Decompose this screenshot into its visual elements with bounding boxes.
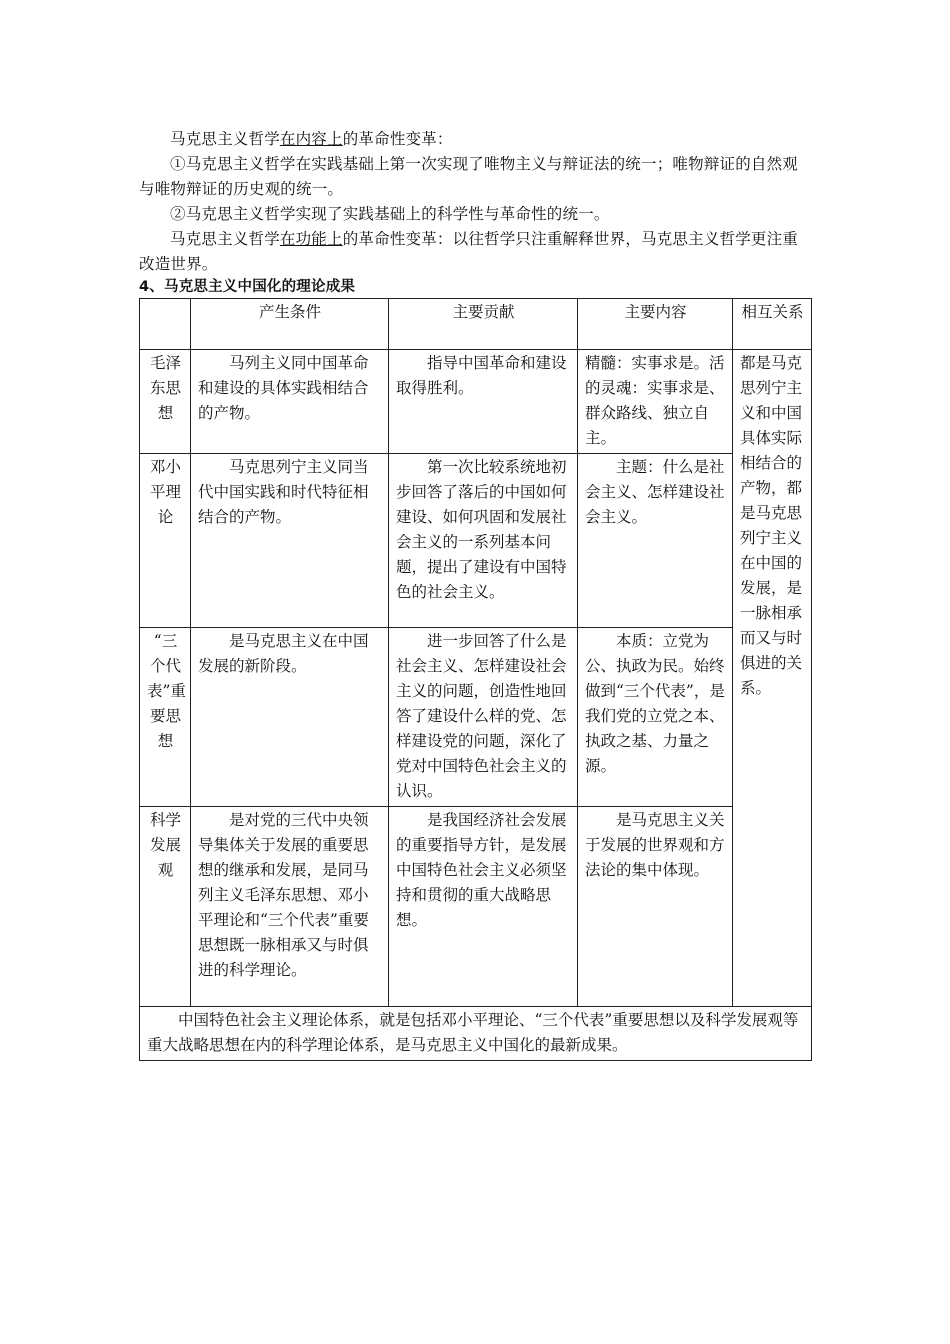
row-name-three-represents: “三个代表”重要思想 xyxy=(140,628,191,807)
intro-point-1: ①马克思主义哲学在实践基础上第一次实现了唯物主义与辩证法的统一；唯物辩证的自然观与唯物辩证的历史观的统一。 xyxy=(139,155,799,198)
header-blank-cell xyxy=(140,299,191,350)
cell-content: 精髓：实事求是。活的灵魂：实事求是、群众路线、独立自主。 xyxy=(578,350,733,454)
cell-condition: 马克思列宁主义同当代中国实践和时代特征相结合的产物。 xyxy=(191,454,389,628)
intro-function-underlined: 在功能上 xyxy=(279,230,343,248)
intro-point-2: ②马克思主义哲学实现了实践基础上的科学性与革命性的统一。 xyxy=(170,205,610,223)
theory-table xyxy=(139,298,812,1061)
footer-summary: 中国特色社会主义理论体系，就是包括邓小平理论、“三个代表”重要思想以及科学发展观等重大战略思想在内的科学理论体系，是马克思主义中国化的最新成果。 xyxy=(140,1007,812,1061)
table-row xyxy=(140,628,812,807)
table-row xyxy=(140,350,812,454)
table-header-row xyxy=(140,299,812,350)
intro-content-heading xyxy=(139,127,811,152)
cell-condition: 是对党的三代中央领导集体关于发展的重要思想的继承和发展，是同马列主义毛泽东思想、邓小平理论和“三个代表”重要思想既一脉相承又与时俱进的科学理论。 xyxy=(191,807,389,1007)
row-name-deng: 邓小平理论 xyxy=(140,454,191,628)
cell-content: 是马克思主义关于发展的世界观和方法论的集中体现。 xyxy=(578,807,733,1007)
cell-contribution: 是我国经济社会发展的重要指导方针，是发展中国特色社会主义必须坚持和贯彻的重大战略思想。 xyxy=(389,807,578,1007)
header-condition: 产生条件 xyxy=(191,299,389,350)
cell-contribution: 进一步回答了什么是社会主义、怎样建设社会主义的问题，创造性地回答了建设什么样的党、怎样建设党的问题，深化了党对中国特色社会主义的认识。 xyxy=(389,628,578,807)
cell-contribution: 第一次比较系统地初步回答了落后的中国如何建设、如何巩固和发展社会主义的一系列基本问题，提出了建设有中国特色的社会主义。 xyxy=(389,454,578,628)
intro-function-suffix: 的革命性变革：以往哲学只注重解释世界，马克思主义哲学更注重改造世界。 xyxy=(139,230,799,273)
cell-condition: 马列主义同中国革命和建设的具体实践相结合的产物。 xyxy=(191,350,389,454)
intro-content-heading-text: 马克思主义哲学 xyxy=(170,130,280,148)
row-name-scientific-outlook: 科学发展观 xyxy=(140,807,191,1007)
header-contribution: 主要贡献 xyxy=(389,299,578,350)
intro-function-text: 马克思主义哲学 xyxy=(170,230,280,248)
table-row xyxy=(140,454,812,628)
section-title: 4、马克思主义中国化的理论成果 xyxy=(139,279,356,295)
relation-cell: 都是马克思列宁主义和中国具体实际相结合的产物，都是马克思列宁主义在中国的发展，是一脉相承而又与时俱进的关系。 xyxy=(733,350,812,1007)
intro-content-underlined: 在内容上 xyxy=(279,130,343,148)
row-name-mao: 毛泽东思想 xyxy=(140,350,191,454)
cell-content: 本质：立党为公、执政为民。始终做到“三个代表”，是我们党的立党之本、执政之基、力量之源。 xyxy=(578,628,733,807)
table-footer-row xyxy=(140,1007,812,1061)
cell-contribution: 指导中国革命和建设取得胜利。 xyxy=(389,350,578,454)
intro-function-paragraph xyxy=(139,227,811,277)
table-row xyxy=(140,807,812,1007)
header-content: 主要内容 xyxy=(578,299,733,350)
cell-condition: 是马克思主义在中国发展的新阶段。 xyxy=(191,628,389,807)
intro-content-heading-suffix: 的革命性变革： xyxy=(342,130,453,148)
cell-content: 主题：什么是社会主义、怎样建设社会主义。 xyxy=(578,454,733,628)
header-relation: 相互关系 xyxy=(733,299,812,350)
